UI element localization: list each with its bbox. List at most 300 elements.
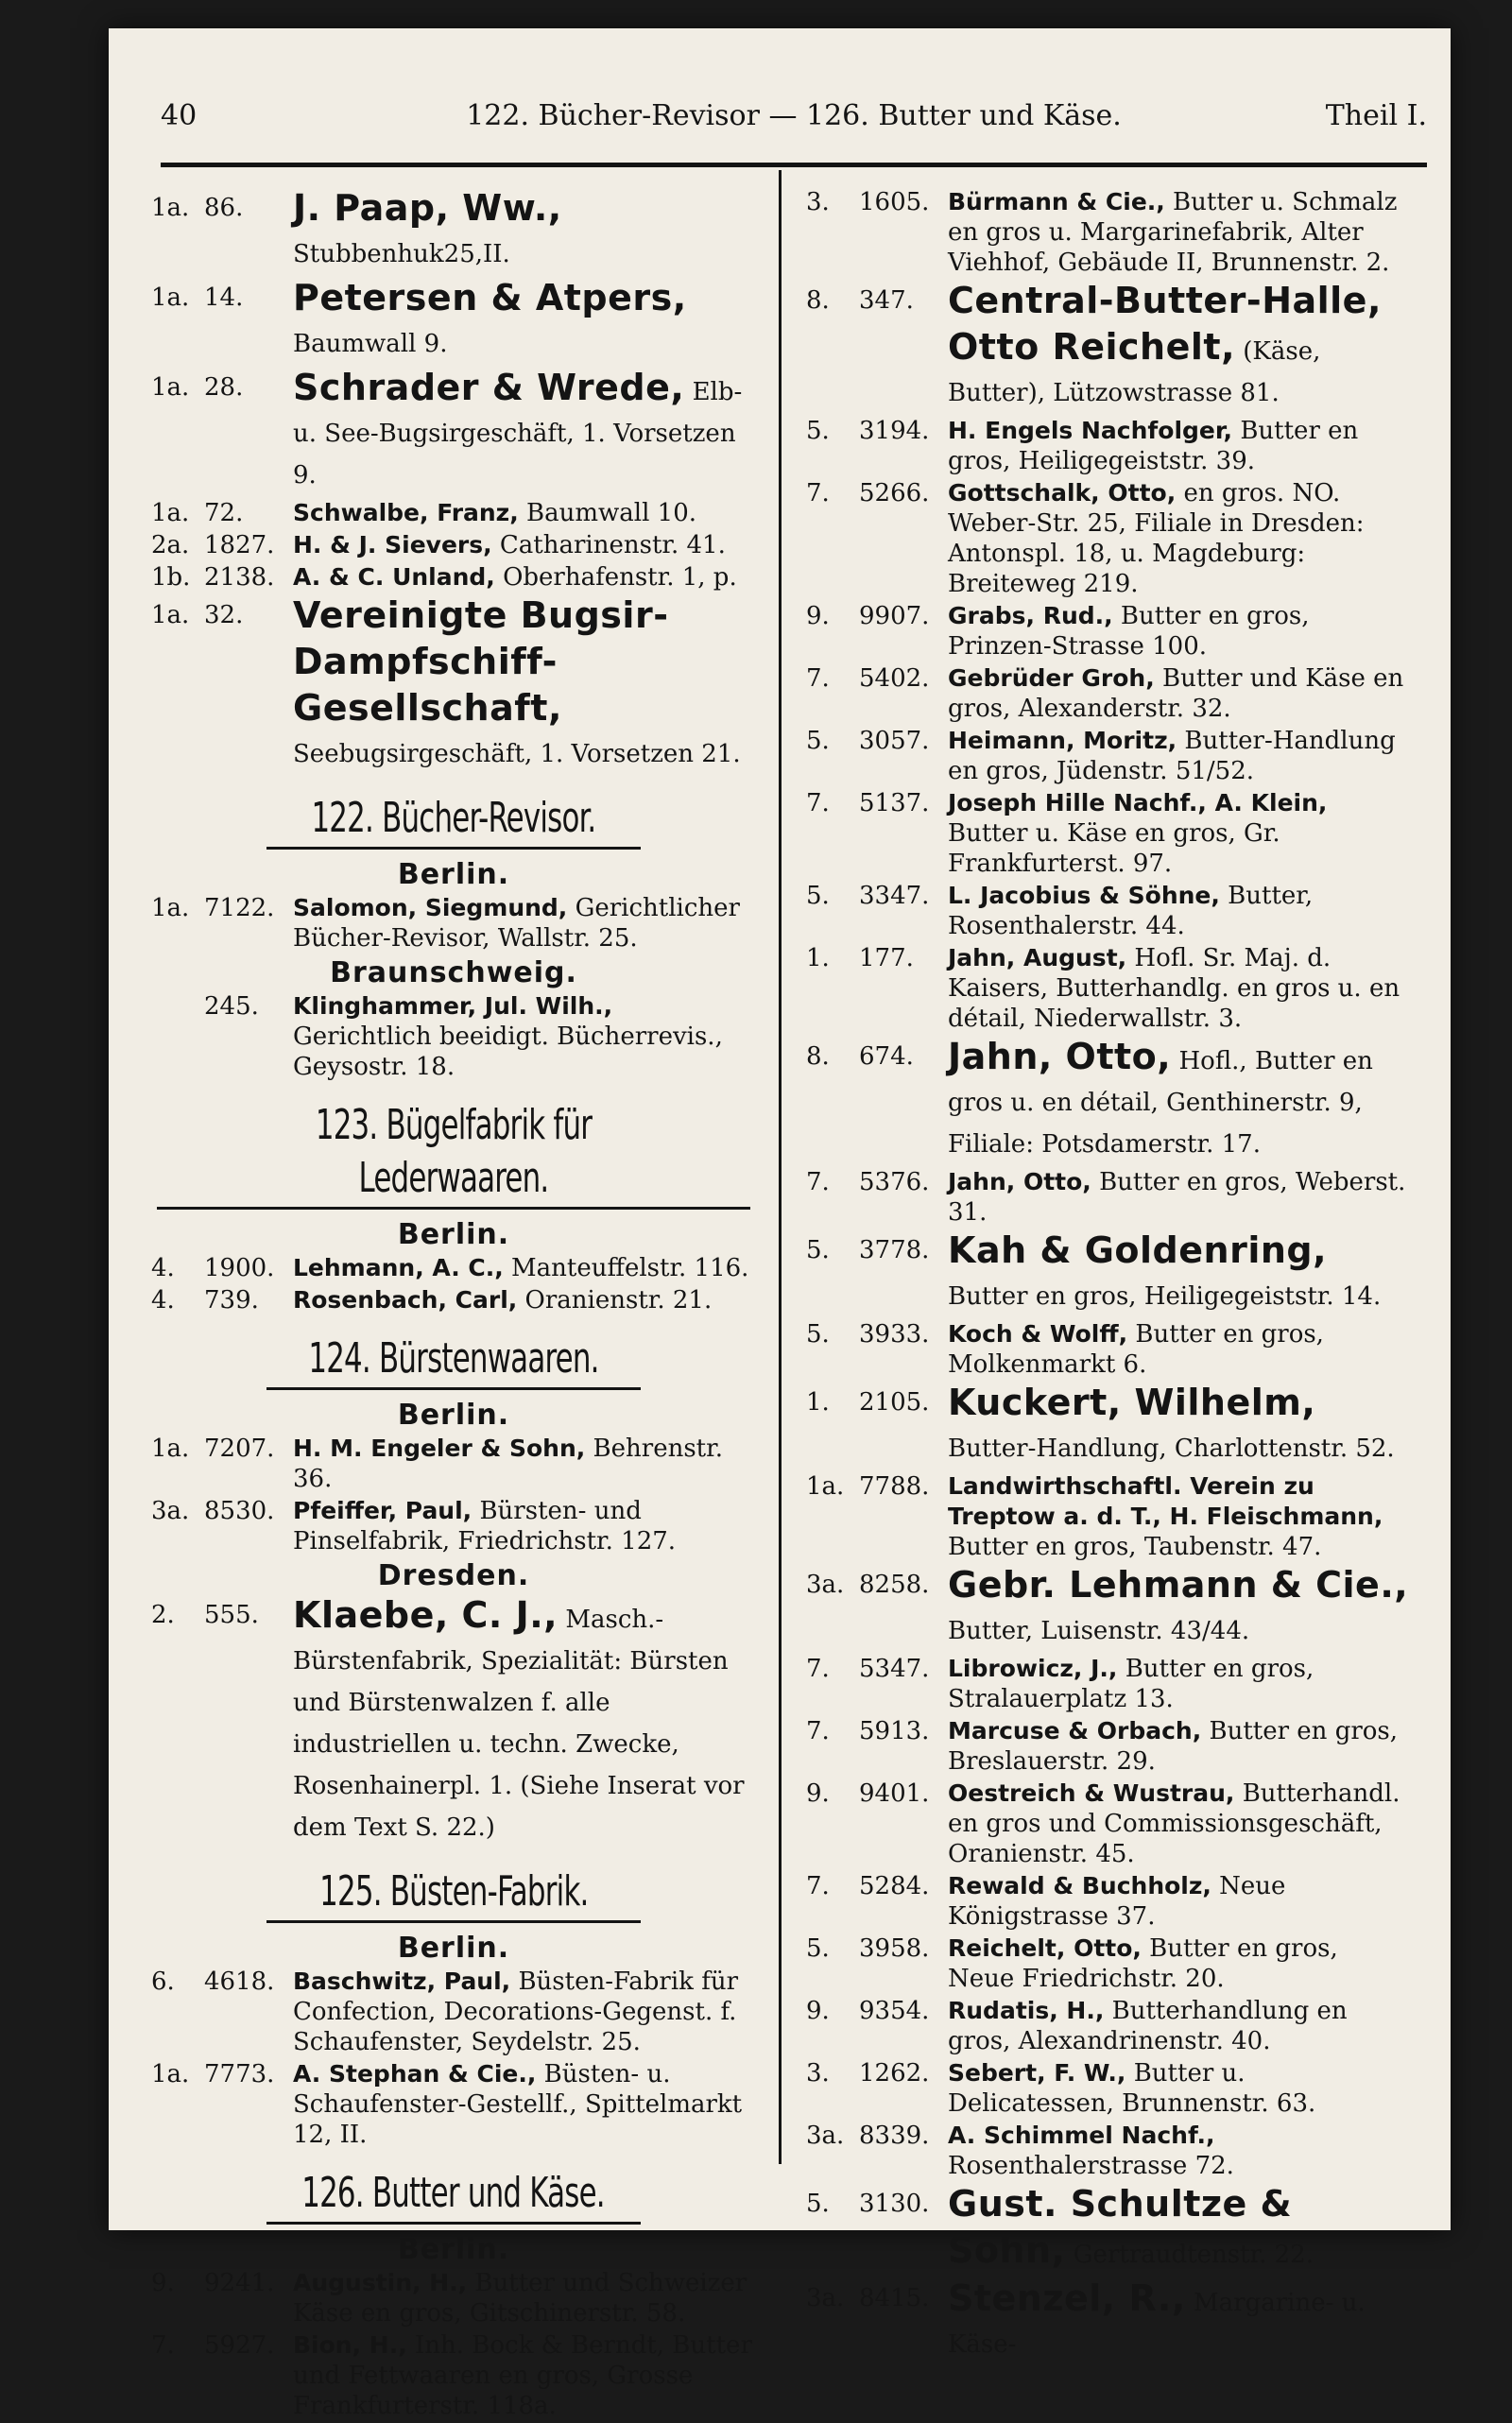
entry-details: Hofl. Sr. Maj. d. Kaisers, Butterhandlg. en gros u. en détail, Niederwallstr. 3. [948,944,1400,1033]
entry-phone: 177. [859,944,914,972]
entry-name: Landwirthschaftl. Verein zu Treptow a. d. T., H. Fleischmann, [948,1472,1383,1530]
entry-number [151,530,285,560]
entry-class: 7. [806,1655,830,1683]
section-title: 123. Bügelfabrik für Lederwaaren. [315,1101,593,1202]
entry-name: Rudatis, H., [948,1997,1105,2024]
entry-details: Butter en gros, Breslauerstr. 29. [948,1717,1399,1776]
entry-number [806,2058,940,2088]
entry-name: Jahn, Otto, [948,1036,1172,1077]
running-title: 122. Bücher-Revisor — 126. Butter und Käse. [466,99,1122,132]
entry-phone: 8339. [859,2122,930,2150]
entry-number [806,280,940,321]
entry-details: Butterhandlung en gros, Alexandrinenstr. 40. [948,1997,1348,2055]
section-title: 122. Bücher-Revisor. [311,794,596,842]
entry-number [806,1382,940,1423]
entry-number [151,187,285,229]
entry-number [806,726,940,756]
entry-phone: 9241. [204,2269,275,2297]
directory-entry [151,2268,756,2328]
directory-entry [806,663,1411,724]
entry-class: 8. [806,1042,830,1071]
entry-number [151,562,285,593]
city-heading: Berlin. [397,1932,510,1965]
directory-entry [151,991,756,1082]
entry-phone: 7207. [204,1435,275,1463]
section-title: 126. Butter und Käse. [301,2169,606,2217]
entry-number [151,367,285,408]
entry-details: Butter en gros, Prinzen-Strasse 100. [948,602,1310,661]
part-label: Theil I. [1325,99,1427,132]
entry-class: 3a. [806,2284,845,2312]
directory-page [109,28,1451,2420]
directory-entry [151,1967,756,2057]
directory-entry [151,1434,756,1494]
entry-number [806,1036,940,1077]
entry-details: Butter en gros, Molkenmarkt 6. [948,1320,1324,1379]
entry-phone: 3194. [859,417,930,445]
directory-entry [806,1933,1411,1994]
entry-name: Jahn, August, [948,944,1127,971]
directory-entry [151,367,756,496]
entry-number [151,2059,285,2089]
entry-details: Stubbenhuk25,II. [293,240,510,268]
entry-name: Kah & Goldenring, [948,1229,1328,1271]
entry-name: H. Engels Nachfolger, [948,417,1233,444]
entry-phone: 5137. [859,789,930,817]
directory-entry [806,1654,1411,1714]
directory-entry [806,1996,1411,2056]
header-rule [161,163,1427,167]
entry-class: 3a. [806,1571,845,1599]
entry-number [806,2277,940,2319]
entry-name: J. Paap, Ww., [293,187,562,229]
entry-name: Vereinigte Bugsir-Dampfschiff-Gesellschaft, [293,594,669,729]
entry-number [151,1285,285,1315]
city-heading: Berlin. [397,1399,510,1432]
entry-phone: 5402. [859,664,930,693]
entry-name: Oestreich & Wustrau, [948,1779,1235,1807]
entry-number [151,1594,285,1636]
entry-class: 4. [151,1254,175,1282]
entry-phone: 7122. [204,894,275,922]
entry-number [151,2268,285,2298]
section-heading [151,1099,756,1210]
entry-name: A. & C. Unland, [293,563,495,591]
directory-entry [806,1382,1411,1469]
directory-entry [806,726,1411,786]
directory-entry [806,881,1411,941]
entry-number [806,1167,940,1197]
entry-details: Butter en gros, Heiligegeiststr. 14. [948,1282,1382,1311]
directory-entry [151,1496,756,1556]
entry-phone: 3057. [859,727,930,755]
entry-class: 9. [806,602,830,630]
entry-class: 3a. [151,1497,190,1525]
directory-entry [806,187,1411,278]
entry-details: Oberhafenstr. 1, p. [503,563,737,592]
entry-details: Baumwall 10. [526,499,697,527]
entry-class: 9. [151,2269,175,2297]
entry-details: Butter u. Käse en gros, Gr. Frankfurterst. 97. [948,819,1280,878]
entry-class: 1a. [151,284,190,312]
entry-number [151,991,285,1022]
entry-details: Butter und Käse en gros, Alexanderstr. 32. [948,664,1404,723]
entry-name: Petersen & Atpers, [293,277,687,318]
entry-class: 3a. [806,2122,845,2150]
entry-class: 1a. [151,894,190,922]
entry-class: 1a. [151,2060,190,2088]
entry-number [806,187,940,217]
entry-name: Marcuse & Orbach, [948,1717,1202,1744]
entry-name: Kuckert, Wilhelm, [948,1382,1316,1423]
entry-phone: 32. [204,601,244,629]
entry-class: 5. [806,1236,830,1264]
entry-name: Koch & Wolff, [948,1320,1128,1348]
section-rule [266,1387,642,1390]
column-divider [779,170,782,2164]
entry-number [806,416,940,446]
entry-number [151,2330,285,2361]
entry-name: Rosenbach, Carl, [293,1286,518,1314]
section-title: 124. Bürstenwaaren. [308,1334,599,1383]
entry-class: 1a. [151,499,190,527]
section-heading [151,1865,756,1923]
section-heading [151,1332,756,1390]
entry-phone: 8415. [859,2284,930,2312]
entry-name: Reichelt, Otto, [948,1934,1142,1962]
entry-number [806,1716,940,1746]
entry-phone: 86. [204,194,244,222]
entry-name: A. Schimmel Nachf., [948,2122,1215,2149]
entry-name: A. Stephan & Cie., [293,2060,537,2088]
entry-details: Seebugsirgeschäft, 1. Vorsetzen 21. [293,740,741,768]
entry-phone: 2138. [204,563,275,592]
entry-phone: 347. [859,286,914,315]
directory-entry [151,2330,756,2421]
entry-class: 7. [806,1717,830,1745]
directory-entry [806,478,1411,599]
directory-entry [151,893,756,954]
entry-details: Gerichtlicher Bücher-Revisor, Wallstr. 25. [293,894,740,953]
directory-entry [806,2121,1411,2181]
entry-phone: 4618. [204,1968,275,1996]
entry-number [151,1496,285,1526]
entry-number [151,277,285,318]
entry-class: 5. [806,1934,830,1963]
entry-phone: 28. [204,373,244,402]
entry-name: Gottschalk, Otto, [948,479,1177,507]
entry-name: Stenzel, R., [948,2277,1186,2319]
entry-number [806,1564,940,1606]
entry-phone: 3347. [859,882,930,910]
entry-details: Elb- u. See-Bugsirgeschäft, 1. Vorsetzen 9. [293,378,743,490]
entry-name: Heimann, Moritz, [948,727,1177,754]
directory-entry [151,277,756,365]
directory-entry [806,1871,1411,1932]
entry-class: 3. [806,2059,830,2088]
entry-details: Butter en gros, Stralauerplatz 13. [948,1655,1314,1713]
entry-class: 7. [806,1168,830,1196]
entry-details: Inh. Bock & Berndt, Butter und Fettwaaren en gros, Grosse Frankfurterstr. 118a. [293,2331,752,2420]
entry-class: 1a. [151,1435,190,1463]
entry-name: Central-Butter-Halle, Otto Reichelt, [948,280,1382,368]
entry-phone: 5266. [859,479,930,507]
entry-details: Manteuffelstr. 116. [511,1254,749,1282]
page-header [161,93,1427,140]
entry-details: Masch.-Bürstenfabrik, Spezialität: Bürsten und Bürstenwalzen f. alle industriellen u. techn. Zwecke, Rosenhainerpl. 1. (Siehe Inserat vor dem Text S. 22.) [293,1606,745,1842]
directory-entry [806,788,1411,879]
entry-details: Bürsten- und Pinselfabrik, Friedrichstr. 127. [293,1497,677,1555]
section-rule [266,2222,642,2225]
entry-phone: 8258. [859,1571,930,1599]
entry-number [806,1471,940,1502]
entry-number [151,498,285,528]
entry-class: 7. [806,664,830,693]
entry-number [806,788,940,818]
entry-number [151,893,285,923]
entry-number [806,601,940,631]
entry-name: Grabs, Rud., [948,602,1113,629]
entry-name: Lehmann, A. C., [293,1254,504,1281]
entry-class: 7. [806,1872,830,1900]
entry-name: Rewald & Buchholz, [948,1872,1211,1899]
entry-name: Salomon, Siegmund, [293,894,568,921]
entry-phone: 7788. [859,1472,930,1501]
entry-phone: 9907. [859,602,930,630]
section-rule [266,847,642,850]
entry-details: Butter-Handlung en gros, Jüdenstr. 51/52. [948,727,1396,785]
entry-name: Schrader & Wrede, [293,367,685,408]
entry-name: Joseph Hille Nachf., A. Klein, [948,789,1328,816]
entry-name: H. & J. Sievers, [293,531,492,558]
entry-details: Hofl., Butter en gros u. en détail, Genthinerstr. 9, Filiale: Potsdamerstr. 17. [948,1047,1373,1159]
entry-class: 5. [806,727,830,755]
directory-entry [806,601,1411,662]
directory-entry [151,1594,756,1848]
entry-phone: 5927. [204,2331,275,2360]
entry-class: 5. [806,1320,830,1349]
entry-class: 1a. [151,601,190,629]
entry-name: H. M. Engeler & Sohn, [293,1435,586,1462]
entry-details: Gertraudtenstr. 22. [1073,2241,1314,2269]
entry-details: Neue Königstrasse 37. [948,1872,1286,1931]
entry-details: Butter en gros, Neue Friedrichstr. 20. [948,1934,1338,1993]
entry-number [806,1229,940,1271]
entry-details: Oranienstr. 21. [524,1286,713,1315]
entry-name: Baschwitz, Paul, [293,1968,511,1995]
entry-name: Sebert, F. W., [948,2059,1126,2087]
entry-class: 9. [806,1997,830,2025]
entry-details: Butter, Rosenthalerstr. 44. [948,882,1314,940]
directory-entry [151,1253,756,1283]
entry-phone: 2105. [859,1388,930,1417]
directory-entry [806,1319,1411,1380]
city-heading: Berlin. [397,1218,510,1251]
entry-class: 6. [151,1968,175,1996]
left-column [151,187,756,2423]
city-heading: Berlin. [397,858,510,891]
entry-phone: 9354. [859,1997,930,2025]
entry-phone: 1262. [859,2059,930,2088]
entry-details: Catharinenstr. 41. [499,531,726,559]
entry-class: 9. [806,1779,830,1808]
entry-details: Butter, Luisenstr. 43/44. [948,1617,1250,1645]
entry-class: 1b. [151,563,191,592]
entry-phone: 3778. [859,1236,930,1264]
entry-details: Behrenstr. 36. [293,1435,723,1493]
entry-name: Librowicz, J., [948,1655,1118,1682]
entry-class: 2. [151,1601,175,1629]
directory-entry [806,416,1411,476]
entry-details: Margarine- u. Käse- [948,2289,1366,2359]
entry-number [806,663,940,694]
entry-number [806,478,940,508]
entry-class: 7. [806,789,830,817]
entry-number [806,1779,940,1809]
entry-number [806,1871,940,1901]
entry-phone: 14. [204,284,244,312]
directory-entry [806,1167,1411,1228]
entry-phone: 3933. [859,1320,930,1349]
entry-class: 4. [151,1286,175,1315]
entry-name: Gust. Schultze & Sohn, [948,2183,1293,2271]
entry-phone: 72. [204,499,244,527]
entry-class: 5. [806,2190,830,2218]
entry-class: 3. [806,188,830,216]
section-rule [157,1207,749,1210]
entry-name: Augustin, H., [293,2269,468,2296]
entry-name: Jahn, Otto, [948,1168,1091,1195]
entry-number [151,1967,285,1997]
entry-details: Gerichtlich beeidigt. Bücherrevis., Geysostr. 18. [293,1022,723,1081]
entry-details: Butter en gros, Taubenstr. 47. [948,1533,1322,1561]
entry-class: 5. [806,417,830,445]
directory-entry [151,1285,756,1315]
entry-phone: 5376. [859,1168,930,1196]
entry-number [151,1253,285,1283]
entry-details: Baumwall 9. [293,330,448,358]
entry-name: Gebr. Lehmann & Cie., [948,1564,1409,1606]
entry-phone: 1900. [204,1254,275,1282]
entry-class: 2a. [151,531,190,559]
section-title: 125. Büsten-Fabrik. [318,1867,589,1916]
entry-phone: 5913. [859,1717,930,1745]
entry-details: en gros. NO. Weber-Str. 25, Filiale in Dresden: Antonspl. 18, u. Magdeburg: Breiteweg 219. [948,479,1365,598]
directory-entry [806,1716,1411,1777]
entry-details: Butter en gros, Heiligegeiststr. 39. [948,417,1359,475]
entry-class: 7. [151,2331,175,2360]
entry-phone: 8530. [204,1497,275,1525]
directory-entry [806,280,1411,414]
directory-entry [806,1471,1411,1562]
entry-class: 1. [806,944,830,972]
section-heading [151,792,756,850]
entry-details: Rosenthalerstrasse 72. [948,2152,1234,2180]
directory-entry [806,943,1411,1034]
directory-entry [806,1229,1411,1317]
entry-details: Butterhandl. en gros und Commissionsgeschäft, Oranienstr. 45. [948,1779,1400,1868]
entry-phone: 555. [204,1601,259,1629]
entry-details: Butter en gros, Weberst. 31. [948,1168,1406,1227]
directory-entry [806,1779,1411,1869]
directory-entry [806,2058,1411,2119]
entry-number [806,1319,940,1349]
entry-number [806,1654,940,1684]
entry-number [806,1933,940,1964]
entry-class: 8. [806,286,830,315]
entry-number [151,594,285,636]
entry-phone: 5284. [859,1872,930,1900]
entry-number [806,1996,940,2026]
city-heading: Dresden. [377,1559,530,1592]
entry-name: L. Jacobius & Söhne, [948,882,1220,909]
page-number: 40 [161,99,198,132]
entry-details: Butter u. Schmalz en gros u. Margarinefabrik, Alter Viehhof, Gebäude II, Brunnenstr. 2. [948,188,1398,277]
entry-name: Klinghammer, Jul. Wilh., [293,992,613,1020]
entry-number [806,881,940,911]
entry-name: Klaebe, C. J., [293,1594,558,1636]
entry-phone: 245. [204,992,259,1021]
directory-entry [151,187,756,275]
entry-class: 1a. [151,373,190,402]
entry-name: Gebrüder Groh, [948,664,1155,692]
section-rule [266,1920,642,1923]
directory-entry [151,2059,756,2150]
section-heading [151,2167,756,2225]
entry-name: Bürmann & Cie., [948,188,1165,215]
right-column [806,187,1411,2367]
entry-phone: 739. [204,1286,259,1315]
entry-details: Büsten-Fabrik für Confection, Decorations-Gegenst. f. Schaufenster, Seydelstr. 25. [293,1968,738,2056]
entry-phone: 9401. [859,1779,930,1808]
entry-details: (Käse, Butter), Lützowstrasse 81. [948,337,1321,407]
entry-number [151,1434,285,1464]
entry-name: Bion, H., [293,2331,407,2359]
entry-class: 1a. [151,194,190,222]
directory-entry [806,1564,1411,1652]
entry-class: 5. [806,882,830,910]
entry-phone: 3130. [859,2190,930,2218]
entry-phone: 674. [859,1042,914,1071]
entry-phone: 7773. [204,2060,275,2088]
entry-class: 1a. [806,1472,845,1501]
city-heading: Braunschweig. [330,956,577,989]
entry-details: Büsten- u. Schaufenster-Gestellf., Spittelmarkt 12, II. [293,2060,743,2149]
entry-name: Pfeiffer, Paul, [293,1497,472,1524]
entry-phone: 1605. [859,188,930,216]
directory-entry [151,562,756,593]
entry-phone: 5347. [859,1655,930,1683]
entry-name: Schwalbe, Franz, [293,499,519,526]
entry-number [806,943,940,973]
entry-details: Butter-Handlung, Charlottenstr. 52. [948,1435,1395,1463]
directory-entry [806,1036,1411,1165]
entry-details: Butter und Schweizer Käse en gros, Gitschinerstr. 58. [293,2269,747,2328]
entry-details: Butter u. Delicatessen, Brunnenstr. 63. [948,2059,1316,2118]
city-heading: Berlin. [397,2233,510,2266]
entry-class: 7. [806,479,830,507]
directory-entry [806,2277,1411,2365]
entry-class: 1. [806,1388,830,1417]
entry-phone: 3958. [859,1934,930,1963]
directory-entry [151,594,756,775]
entry-number [806,2183,940,2225]
entry-phone: 1827. [204,531,275,559]
directory-entry [151,498,756,528]
entry-number [806,2121,940,2151]
directory-entry [806,2183,1411,2276]
directory-entry [151,530,756,560]
